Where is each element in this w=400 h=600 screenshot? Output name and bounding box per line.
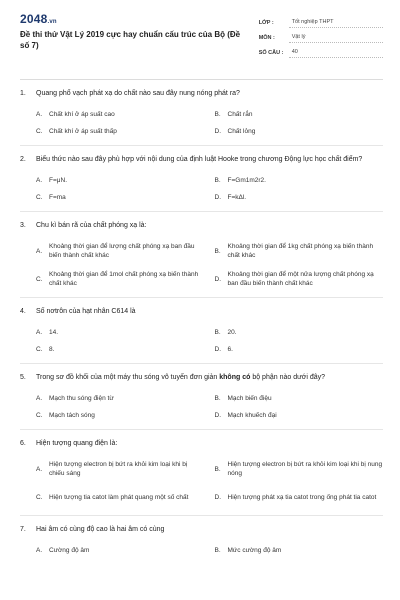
question-body: Hai âm có cùng độ cao là hai âm có cùng — [36, 526, 165, 533]
meta-label: MÔN : — [258, 34, 275, 41]
answer-list — [20, 241, 383, 289]
answer-letter: B. — [214, 247, 221, 255]
question-5 — [20, 364, 383, 430]
question-3 — [20, 212, 383, 298]
answer-letter: C. — [36, 493, 43, 501]
answer-option[interactable] — [215, 327, 384, 338]
answer-letter: D. — [214, 275, 221, 283]
answer-list — [20, 109, 383, 137]
answer-text: Chất rắn — [227, 111, 253, 118]
answer-option[interactable] — [215, 269, 384, 289]
meta-subject — [259, 31, 383, 44]
question-text — [20, 525, 383, 535]
question-body: Số nơtrôn của hạt nhân C614 là — [36, 308, 136, 315]
answer-option[interactable] — [36, 192, 205, 203]
exam-meta — [259, 16, 383, 61]
answer-letter: A. — [36, 177, 43, 184]
question-2 — [20, 146, 383, 212]
question-body: Chu kì bán rã của chất phóng xạ là: — [36, 222, 147, 229]
answer-text: F=ma — [49, 194, 66, 201]
answer-text: F=kΔl. — [227, 194, 247, 201]
answer-letter: B. — [214, 177, 221, 184]
question-body-end: bộ phận nào dưới đây? — [250, 374, 326, 381]
question-body: Hiện tượng quang điện là: — [36, 440, 118, 447]
answer-option[interactable] — [215, 241, 384, 261]
answer-option[interactable] — [215, 109, 384, 120]
answer-letter: B. — [214, 547, 221, 554]
answer-letter: D. — [214, 346, 221, 353]
answer-option[interactable] — [36, 487, 205, 507]
meta-value: Tốt nghiệp THPT — [289, 17, 383, 28]
answer-text: Chất lỏng — [227, 128, 256, 135]
answer-letter: A. — [36, 395, 43, 402]
question-text — [20, 155, 383, 165]
question-number: 7. — [20, 526, 26, 533]
answer-option[interactable] — [36, 175, 205, 186]
answer-option[interactable] — [36, 109, 205, 120]
answer-text: F=μN. — [49, 177, 68, 184]
answer-text: Khoảng thời gian để 1mol chất phóng xạ biến thành chất khác — [49, 271, 199, 287]
answer-list — [20, 327, 383, 355]
answer-letter: A. — [36, 465, 43, 473]
question-body: Biểu thức nào sau đây phù hợp với nội dung của định luật Hooke trong chương Động lực học chất điểm? — [36, 156, 363, 163]
document-title: Đề thi thử Vật Lý 2019 cực hay chuẩn cấu trúc của Bộ (Đề số 7) — [20, 30, 241, 50]
question-number: 1. — [20, 90, 26, 97]
answer-text: Hiện tượng phát xạ tia catot trong ống phát tia catot — [227, 493, 377, 501]
answer-option[interactable] — [36, 344, 205, 355]
meta-value: 40 — [289, 47, 383, 58]
meta-label: SỐ CÂU : — [258, 49, 284, 56]
answer-option[interactable] — [36, 126, 205, 137]
answer-text: Hiện tượng tia catot làm phát quang một số chất — [49, 493, 189, 501]
answer-text: F=Gm1m2r2. — [227, 177, 266, 184]
answer-list — [20, 393, 383, 421]
answer-text: 6. — [227, 346, 233, 353]
answer-letter: B. — [214, 395, 221, 402]
answer-text: Mạch tách sóng — [49, 412, 95, 419]
answer-letter: D. — [214, 493, 221, 501]
meta-value: Vật lý — [289, 32, 383, 43]
answer-letter: C. — [36, 128, 43, 135]
answer-option[interactable] — [215, 192, 384, 203]
answer-text: Mạch khuếch đại — [227, 412, 277, 419]
question-text — [20, 221, 383, 231]
answer-text: Chất khí ở áp suất cao — [49, 111, 115, 118]
answer-option[interactable] — [36, 410, 205, 421]
answer-letter: B. — [214, 465, 221, 473]
brand — [20, 12, 259, 51]
question-7 — [20, 516, 383, 564]
question-text — [20, 373, 383, 383]
answer-option[interactable] — [215, 344, 384, 355]
answer-option[interactable] — [215, 545, 384, 556]
answer-letter: D. — [214, 194, 221, 201]
answer-option[interactable] — [36, 327, 205, 338]
answer-option[interactable] — [215, 126, 384, 137]
answer-letter: A. — [36, 547, 43, 554]
question-4 — [20, 298, 383, 364]
answer-option[interactable] — [36, 269, 205, 289]
answer-text: Chất khí ở áp suất thấp — [49, 128, 117, 135]
question-number: 5. — [20, 374, 26, 381]
answer-letter: D. — [214, 412, 221, 419]
question-number: 6. — [20, 440, 26, 447]
question-number: 4. — [20, 308, 26, 315]
answer-letter: C. — [36, 346, 43, 353]
answer-text: Khoảng thời gian để lượng chất phóng xạ ban đầu biến thành chất khác — [49, 243, 195, 259]
question-body — [36, 373, 383, 383]
question-number: 2. — [20, 156, 26, 163]
meta-class — [259, 16, 383, 29]
answer-letter: A. — [36, 247, 43, 255]
answer-option[interactable] — [36, 393, 205, 404]
question-emphasis: không có — [219, 374, 251, 381]
question-text — [20, 307, 383, 317]
answer-letter: A. — [36, 329, 43, 336]
answer-text: Mạch biến điệu — [227, 395, 272, 402]
answer-text: Khoảng thời gian để 1kg chất phóng xạ biến thành chất khác — [227, 243, 374, 259]
question-text — [20, 89, 383, 99]
answer-text: Cường độ âm — [49, 547, 90, 554]
meta-label: LỚP : — [258, 19, 274, 26]
answer-option[interactable] — [215, 410, 384, 421]
question-body-start: Trong sơ đồ khối của một máy thu sóng vô tuyến đơn giản — [36, 374, 220, 381]
answer-option[interactable] — [215, 393, 384, 404]
answer-letter: C. — [36, 275, 43, 283]
answer-letter: C. — [36, 412, 43, 419]
answer-text: Hiện tượng electron bị bứt ra khỏi kim loại khi bị chiếu sáng — [49, 461, 188, 477]
answer-text: 14. — [49, 329, 59, 336]
answer-letter: B. — [214, 111, 221, 118]
answer-option[interactable] — [36, 459, 205, 479]
answer-option[interactable] — [36, 545, 205, 556]
answer-option[interactable] — [215, 175, 384, 186]
answer-option[interactable] — [36, 241, 205, 261]
answer-text: Mạch thu sóng điện từ — [49, 395, 114, 402]
site-logo[interactable]: 2048.vn — [20, 12, 57, 26]
answer-text: Hiện tượng electron bị bứt ra khỏi kim loại khi bị nung nóng — [227, 461, 383, 477]
header — [20, 12, 383, 74]
answer-letter: A. — [36, 111, 43, 118]
question-number: 3. — [20, 222, 26, 229]
answer-list — [20, 545, 383, 556]
question-6 — [20, 430, 383, 516]
answer-text: Mức cường độ âm — [227, 547, 282, 554]
answer-list — [20, 459, 383, 507]
answer-letter: C. — [36, 194, 43, 201]
question-text — [20, 439, 383, 449]
answer-option[interactable] — [215, 459, 384, 479]
answer-option[interactable] — [215, 487, 384, 507]
answer-text: 20. — [227, 329, 237, 336]
question-1 — [20, 80, 383, 146]
answer-letter: B. — [214, 329, 221, 336]
answer-text: 8. — [49, 346, 55, 353]
answer-list — [20, 175, 383, 203]
question-body: Quang phổ vạch phát xạ do chất nào sau đây nung nóng phát ra? — [36, 90, 240, 97]
answer-letter: D. — [214, 128, 221, 135]
answer-text: Khoảng thời gian để một nửa lượng chất phóng xạ ban đầu biến thành chất khác — [227, 271, 374, 287]
meta-question-count — [259, 46, 383, 59]
